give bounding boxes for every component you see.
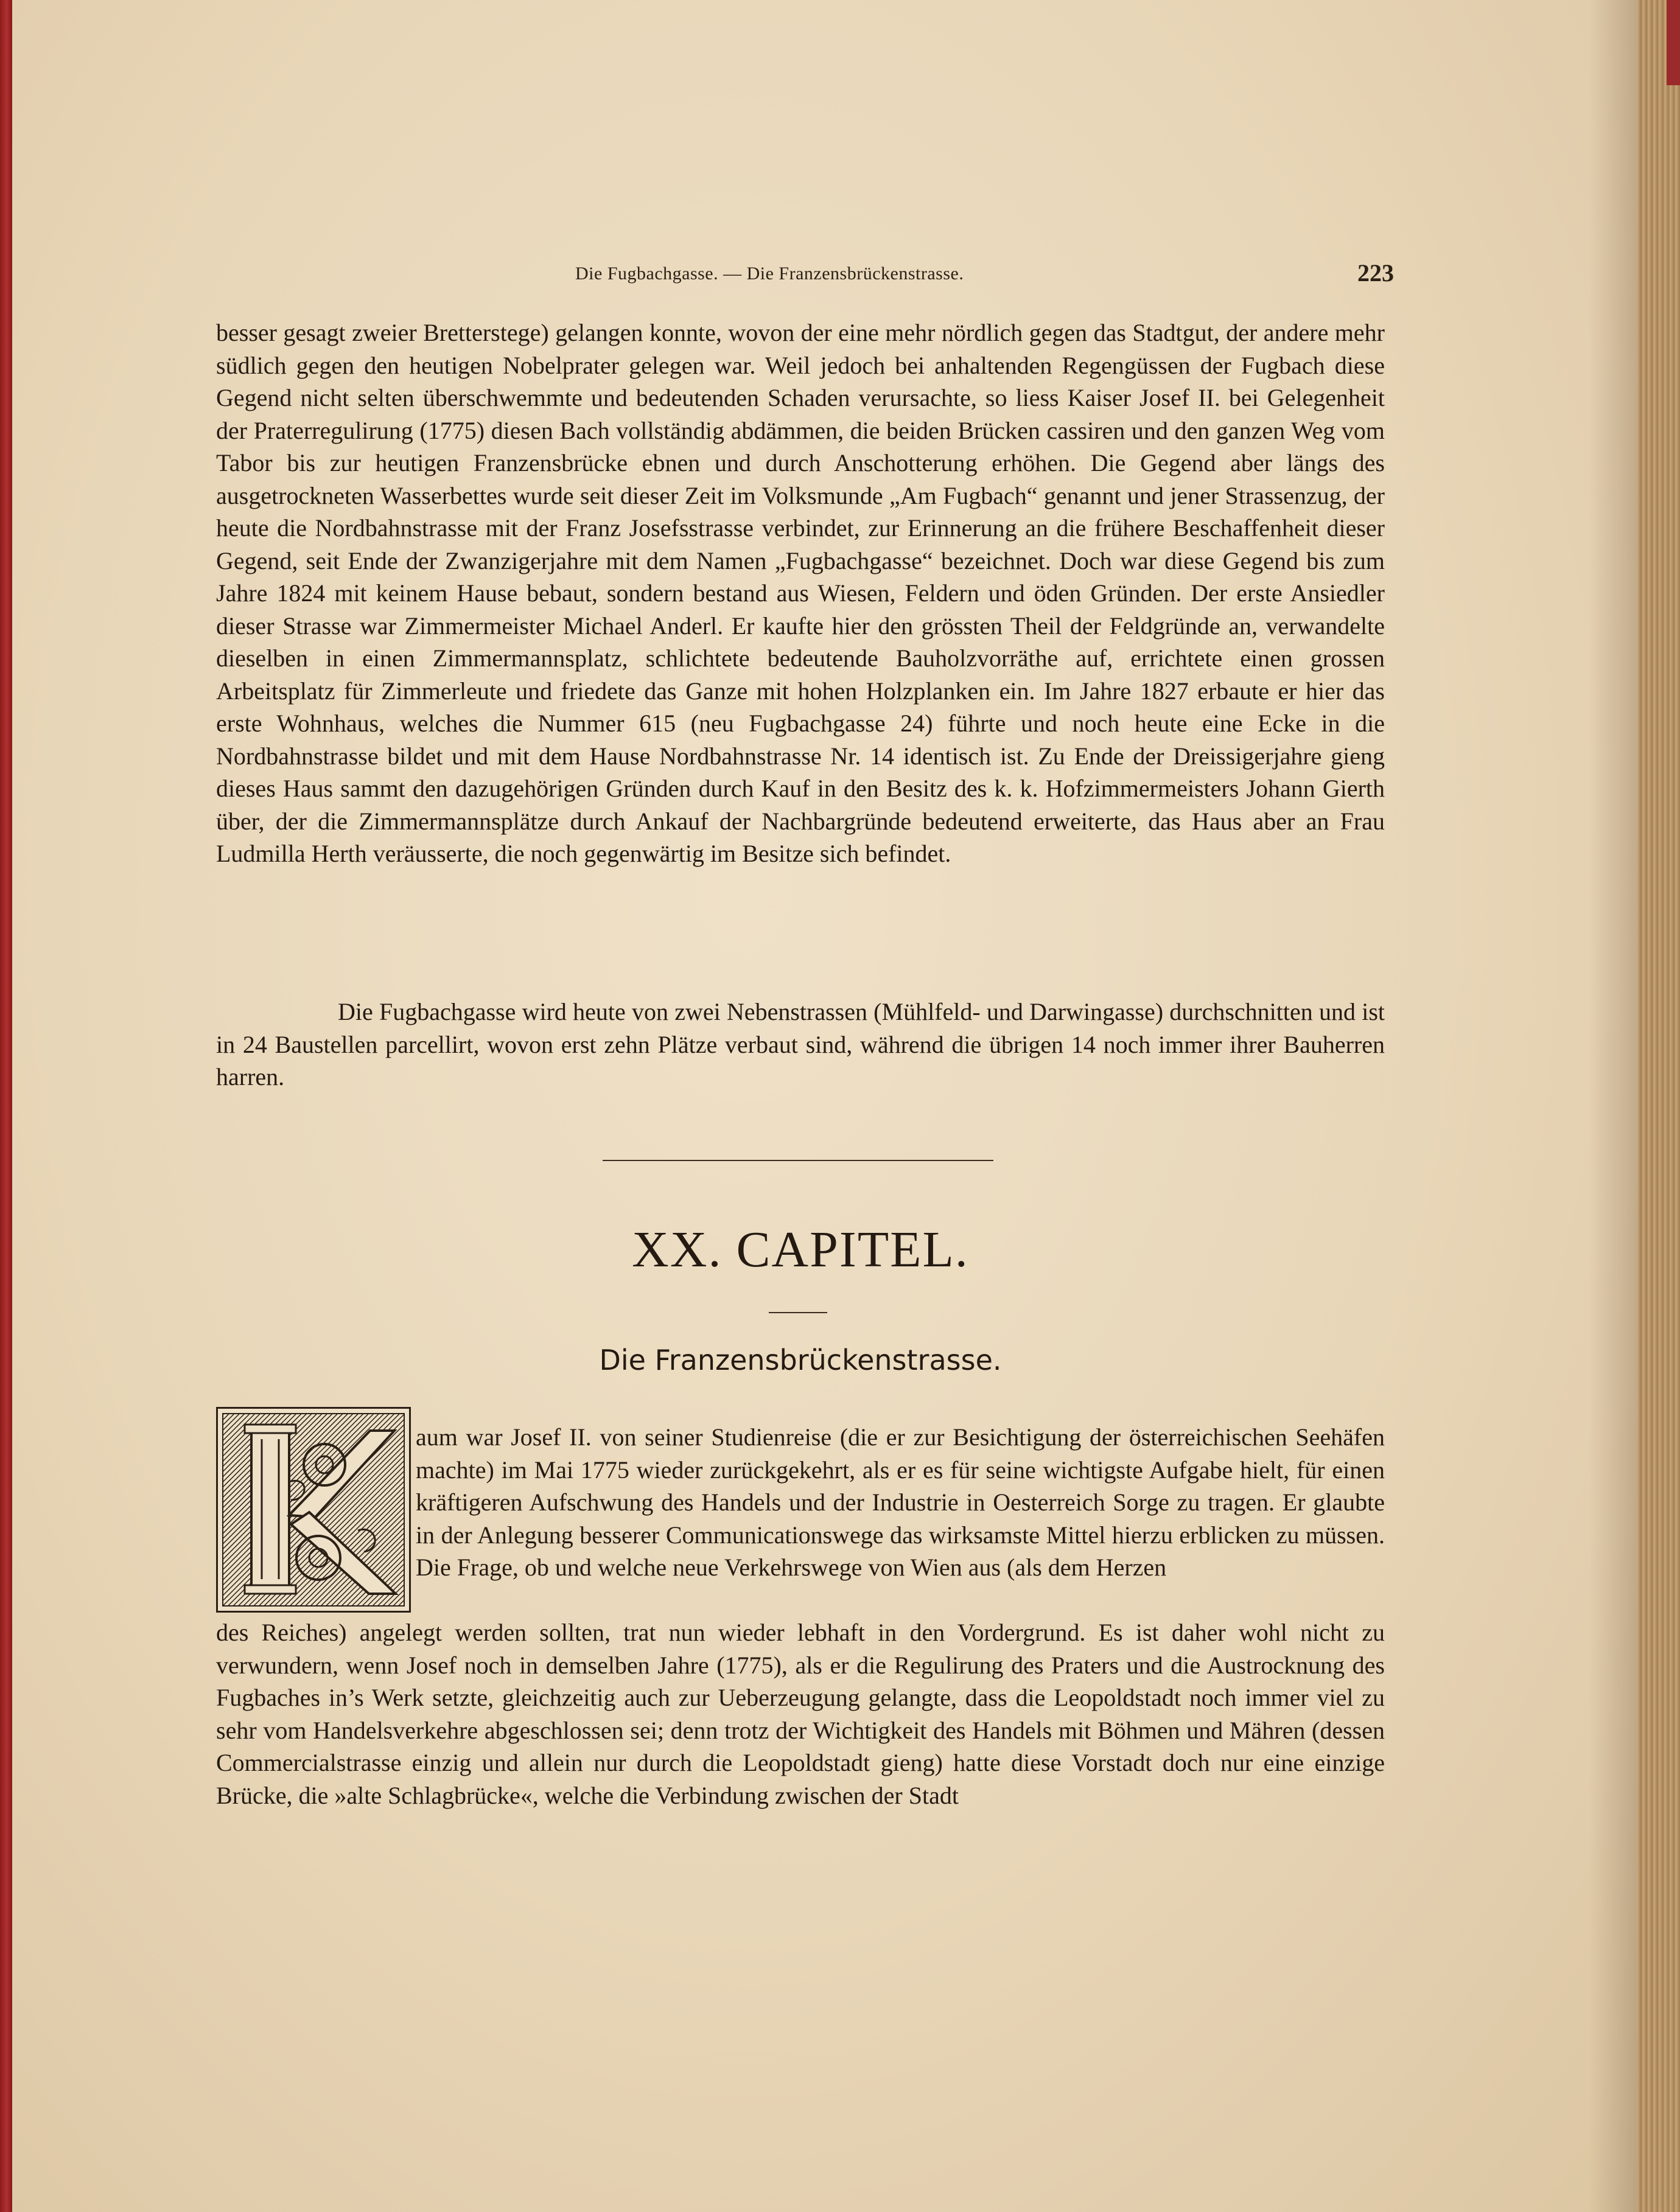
page-gutter-shadow (1589, 0, 1637, 2212)
chapter-heading: XX. CAPITEL. (632, 1221, 969, 1278)
page-block-edge (1637, 0, 1680, 2212)
bookmark-ribbon (1667, 0, 1680, 85)
paragraph-text: besser gesagt zweier Bretterstege) gelangen konnte, wovon der eine mehr nördlich gegen das Stadtgut, der andere mehr südlich gegen den heutigen Nobelprater gelegen war. Weil jedoch bei anhaltenden Regengüssen der Fugbach diese Gegend nicht selten überschwemmte und bedeutenden Schaden verursachte, so liess Kaiser Josef II. bei Gelegenheit der Praterregulirung (1775) diesen Bach vollständig abdämmen, die beiden Brücken cassiren und den ganzen Weg vom Tabor bis zur heutigen Franzensbrücke ebnen und durch Anschotterung erhöhen. Die Gegend aber längs des ausgetrockneten Wasserbettes wurde seit dieser Zeit im Volksmunde „Am Fugbach“ genannt und jener Strassenzug, der heute die Nordbahnstrasse mit der Franz Josefsstrasse verbindet, zur Erinnerung an die frühere Beschaffenheit dieser Gegend, seit Ende der Zwanzigerjahre mit dem Namen „Fugbachgasse“ bezeichnet. Doch war diese Gegend bis zum Jahre 1824 mit keinem Hause bebaut, sondern bestand aus Wiesen, Feldern und öden Gründen. Der erste Ansiedler dieser Strasse war Zimmermeister Michael Anderl. Er kaufte hier den grössten Theil der Feldgründe an, verwandelte dieselben in einen Zimmermannsplatz, schlichtete bedeutende Bauholzvorräthe auf, errichtete einen grossen Arbeitsplatz für Zimmerleute und friedete das Ganze mit hohen Holzplanken ein. Im Jahre 1827 erbaute er hier das erste Wohnhaus, welches die Nummer 615 (neu Fugbachgasse 24) führte und noch heute eine Ecke in die Nordbahnstrasse bildet und mit dem Hause Nordbahnstrasse Nr. 14 identisch ist. Zu Ende der Dreissigerjahre gieng dieses Haus sammt den dazugehörigen Gründen durch Kauf in den Besitz des k. k. Hofzimmermeisters Johann Gierth über, der die Zimmermannsplätze durch Ankauf der Nachbargründe bedeutend erweiterte, das Haus aber an Frau Ludmilla Herth veräusserte, die noch gegenwärtig im Besitze sich befindet. (216, 319, 1385, 867)
book-binding-left (0, 0, 13, 2212)
page-number: 223 (1357, 259, 1394, 287)
chapter-opening-paragraph-continued (216, 1616, 1385, 1812)
running-header (216, 259, 1394, 289)
chapter-subtitle: Die Franzensbrückenstrasse. (599, 1344, 1002, 1376)
chapter-opening-paragraph (416, 1421, 1385, 1584)
body-paragraph-2 (216, 996, 1385, 1094)
section-divider (603, 1160, 993, 1161)
paragraph-text: aum war Josef II. von seiner Studienreise (die er zur Besichtigung der österreichischen Seehäfen machte) im Mai 1775 wieder zurückgekehrt, als er es für seine wichtigste Aufgabe hielt, für einen kräftigeren Aufschwung des Handels und der Industrie in Oesterreich Sorge zu tragen. Er glaubte in der Anlegung besserer Communicationswege das wirksamste Mittel hierzu erblicken zu müssen. Die Frage, ob und welche neue Verkehrswege von Wien aus (als dem Herzen (416, 1423, 1385, 1581)
paragraph-text: des Reiches) angelegt werden sollten, trat nun wieder lebhaft in den Vordergrund. Es ist daher wohl nicht zu verwundern, wenn Josef noch in demselben Jahre (1775), als er die Regulirung des Praters und die Austrocknung des Fugbaches in’s Werk setzte, gleichzeitig auch zur Ueberzeugung gelangte, dass die Leopoldstadt noch immer viel zu sehr vom Handelsverkehre abgeschlossen sei; denn trotz der Wichtigkeit des Handels mit Böhmen und Mähren (dessen Commercialstrasse einzig und allein nur durch die Leopoldstadt gieng) hatte diese Vorstadt doch nur eine einzige Brücke, die »alte Schlagbrücke«, welche die Verbindung zwischen der Stadt (216, 1619, 1385, 1809)
running-title: Die Fugbachgasse. — Die Franzensbrückenstrasse. (575, 263, 964, 284)
heading-rule (769, 1312, 827, 1313)
paragraph-text: Die Fugbachgasse wird heute von zwei Nebenstrassen (Mühlfeld- und Darwingasse) durchschnitten und ist in 24 Baustellen parcellirt, wovon erst zehn Plätze verbaut sind, während die übrigen 14 noch immer ihrer Bauherren harren. (216, 998, 1385, 1090)
body-paragraph-1 (216, 316, 1385, 870)
decorated-initial (216, 1407, 411, 1613)
ornamental-initial-k-icon (218, 1409, 409, 1611)
